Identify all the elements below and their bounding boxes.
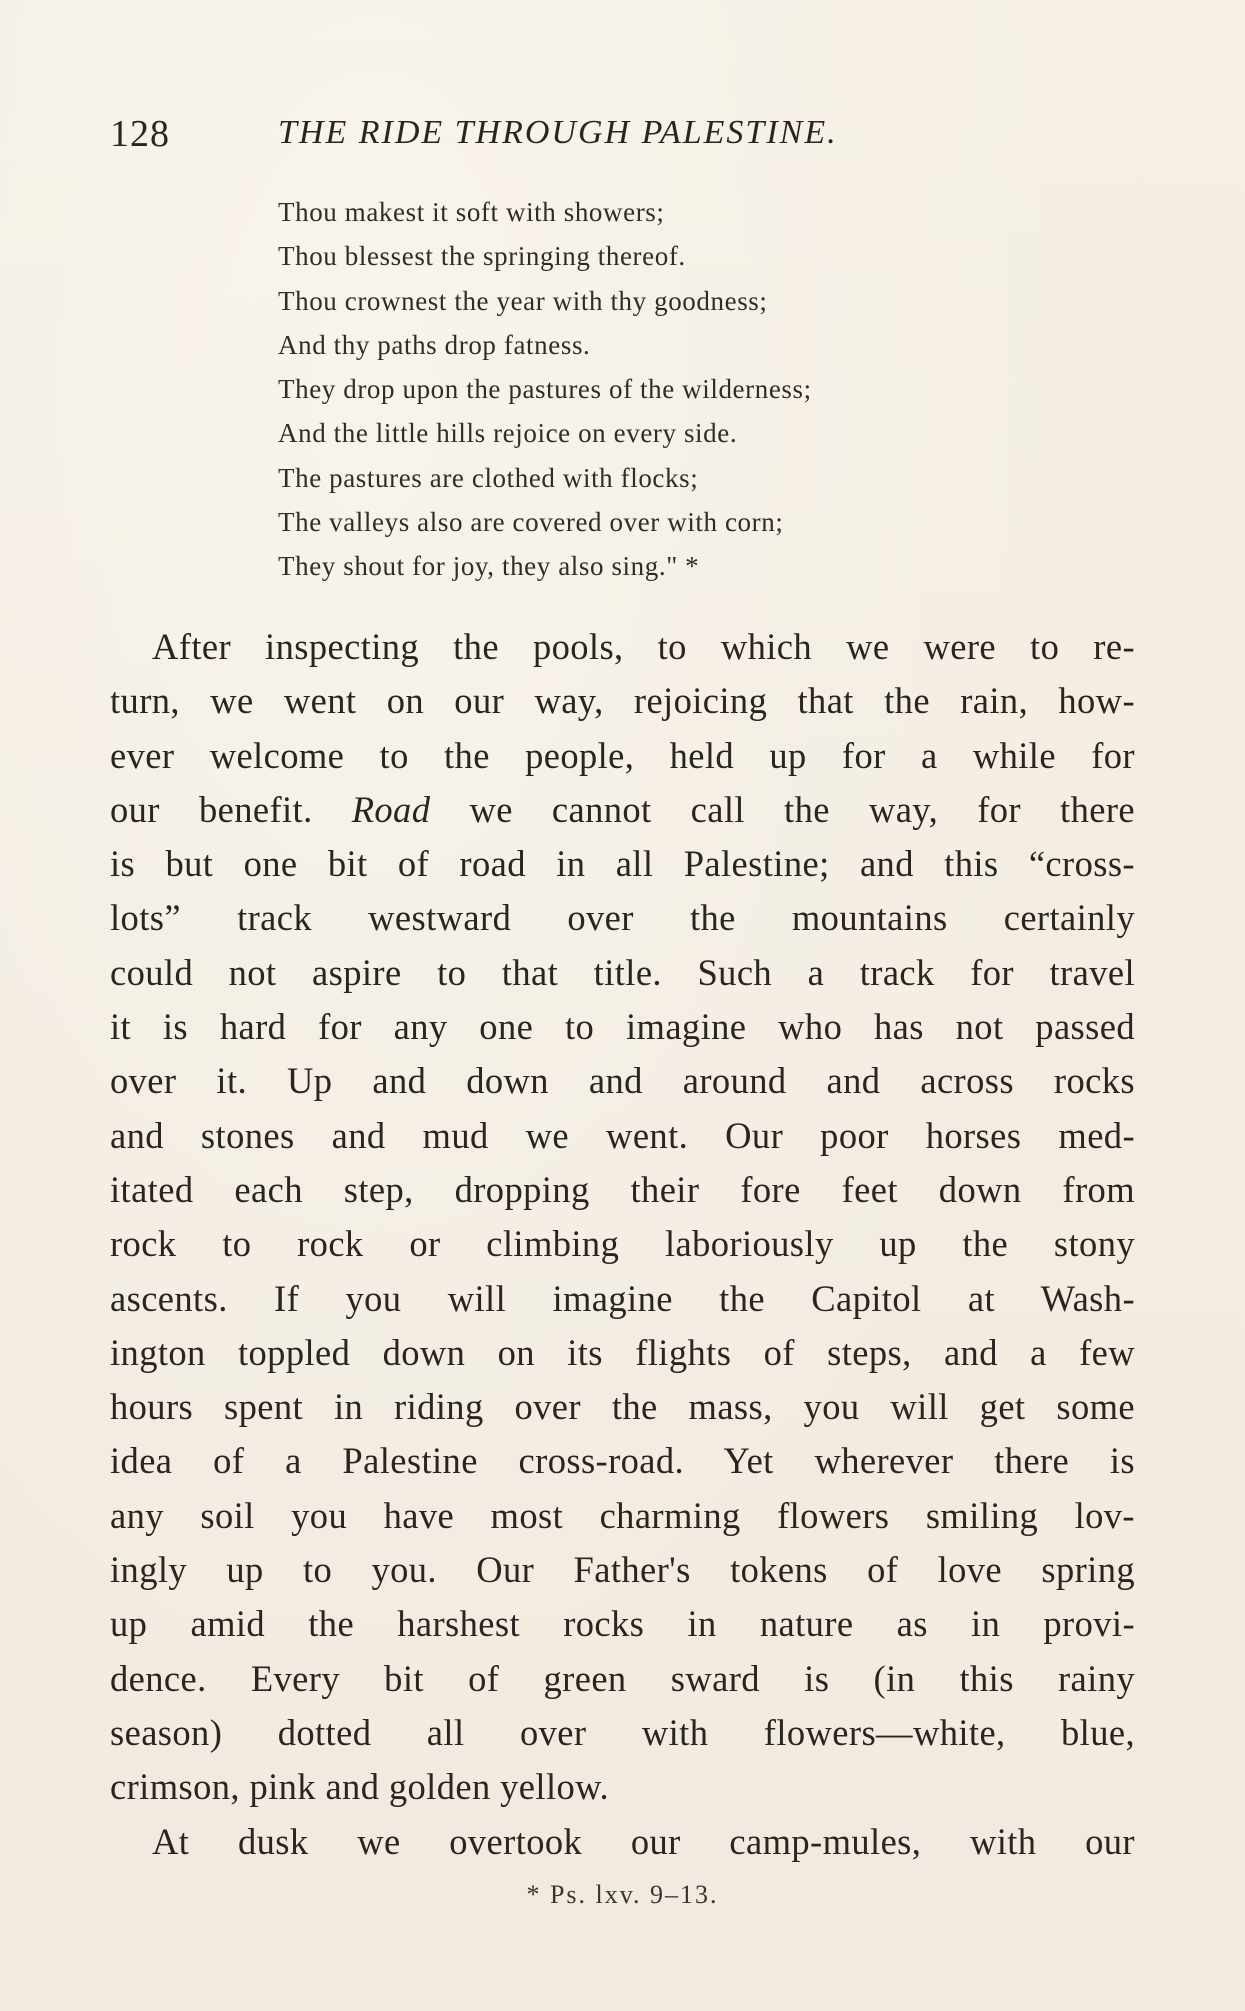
text-line: season) dotted all over with flowers—white, blue, <box>110 1711 1135 1753</box>
poem-line: The pastures are clothed with flocks; <box>278 462 699 493</box>
text-line: ever welcome to the people, held up for a while for <box>110 734 1135 776</box>
text-line: At dusk we overtook our camp-mules, with our <box>152 1820 1135 1862</box>
text-line: up amid the harshest rocks in nature as in provi- <box>110 1603 1135 1645</box>
italic-word: Road <box>351 788 431 830</box>
text-line: hours spent in riding over the mass, you will get some <box>110 1386 1135 1428</box>
text-line: turn, we went on our way, rejoicing that the rain, how- <box>110 680 1135 722</box>
text-line: lots” track westward over the mountains certainly <box>110 897 1135 939</box>
poem-line: Thou crownest the year with thy goodness; <box>278 285 768 316</box>
text-line: ingly up to you. Our Father's tokens of love spring <box>110 1549 1135 1591</box>
text-segment: our benefit. <box>110 788 313 830</box>
poem-line: And thy paths drop fatness. <box>278 329 591 360</box>
page-header <box>110 112 1140 162</box>
page-number: 128 <box>110 113 170 155</box>
text-line: any soil you have most charming flowers smiling lov- <box>110 1494 1135 1536</box>
poem-line: And the little hills rejoice on every side. <box>278 418 738 449</box>
poem-line: They shout for joy, they also sing." * <box>278 551 700 582</box>
text-line: could not aspire to that title. Such a track for travel <box>110 951 1135 993</box>
text-line: dence. Every bit of green sward is (in this rainy <box>110 1657 1135 1699</box>
poem-quotation <box>278 190 1058 589</box>
text-line: it is hard for any one to imagine who has not passed <box>110 1006 1135 1048</box>
text-line: ascents. If you will imagine the Capitol at Wash- <box>110 1277 1135 1319</box>
poem-line: Thou blessest the springing thereof. <box>278 241 686 272</box>
poem-line: They drop upon the pastures of the wilderness; <box>278 374 812 405</box>
body-text <box>110 620 1135 1869</box>
text-line: itated each step, dropping their fore feet down from <box>110 1168 1135 1210</box>
text-line: crimson, pink and golden yellow. <box>110 1766 610 1808</box>
text-line: After inspecting the pools, to which we were to re- <box>152 626 1135 667</box>
running-title: THE RIDE THROUGH PALESTINE. <box>278 114 838 151</box>
poem-line: The valleys also are covered over with corn; <box>278 507 784 538</box>
footnote: * Ps. lxv. 9–13. <box>526 1880 719 1909</box>
text-line: ington toppled down on its flights of steps, and a few <box>110 1331 1135 1373</box>
text-line <box>110 783 1135 837</box>
poem-line: Thou makest it soft with showers; <box>278 197 665 227</box>
text-line: rock to rock or climbing laboriously up the stony <box>110 1223 1135 1265</box>
text-line: is but one bit of road in all Palestine; and this “cross- <box>110 843 1135 885</box>
text-line: over it. Up and down and around and across rocks <box>110 1060 1135 1102</box>
text-segment: we cannot call the way, for there <box>469 788 1135 830</box>
text-line: and stones and mud we went. Our poor horses med- <box>110 1114 1135 1156</box>
text-line: idea of a Palestine cross-road. Yet wherever there is <box>110 1440 1135 1482</box>
